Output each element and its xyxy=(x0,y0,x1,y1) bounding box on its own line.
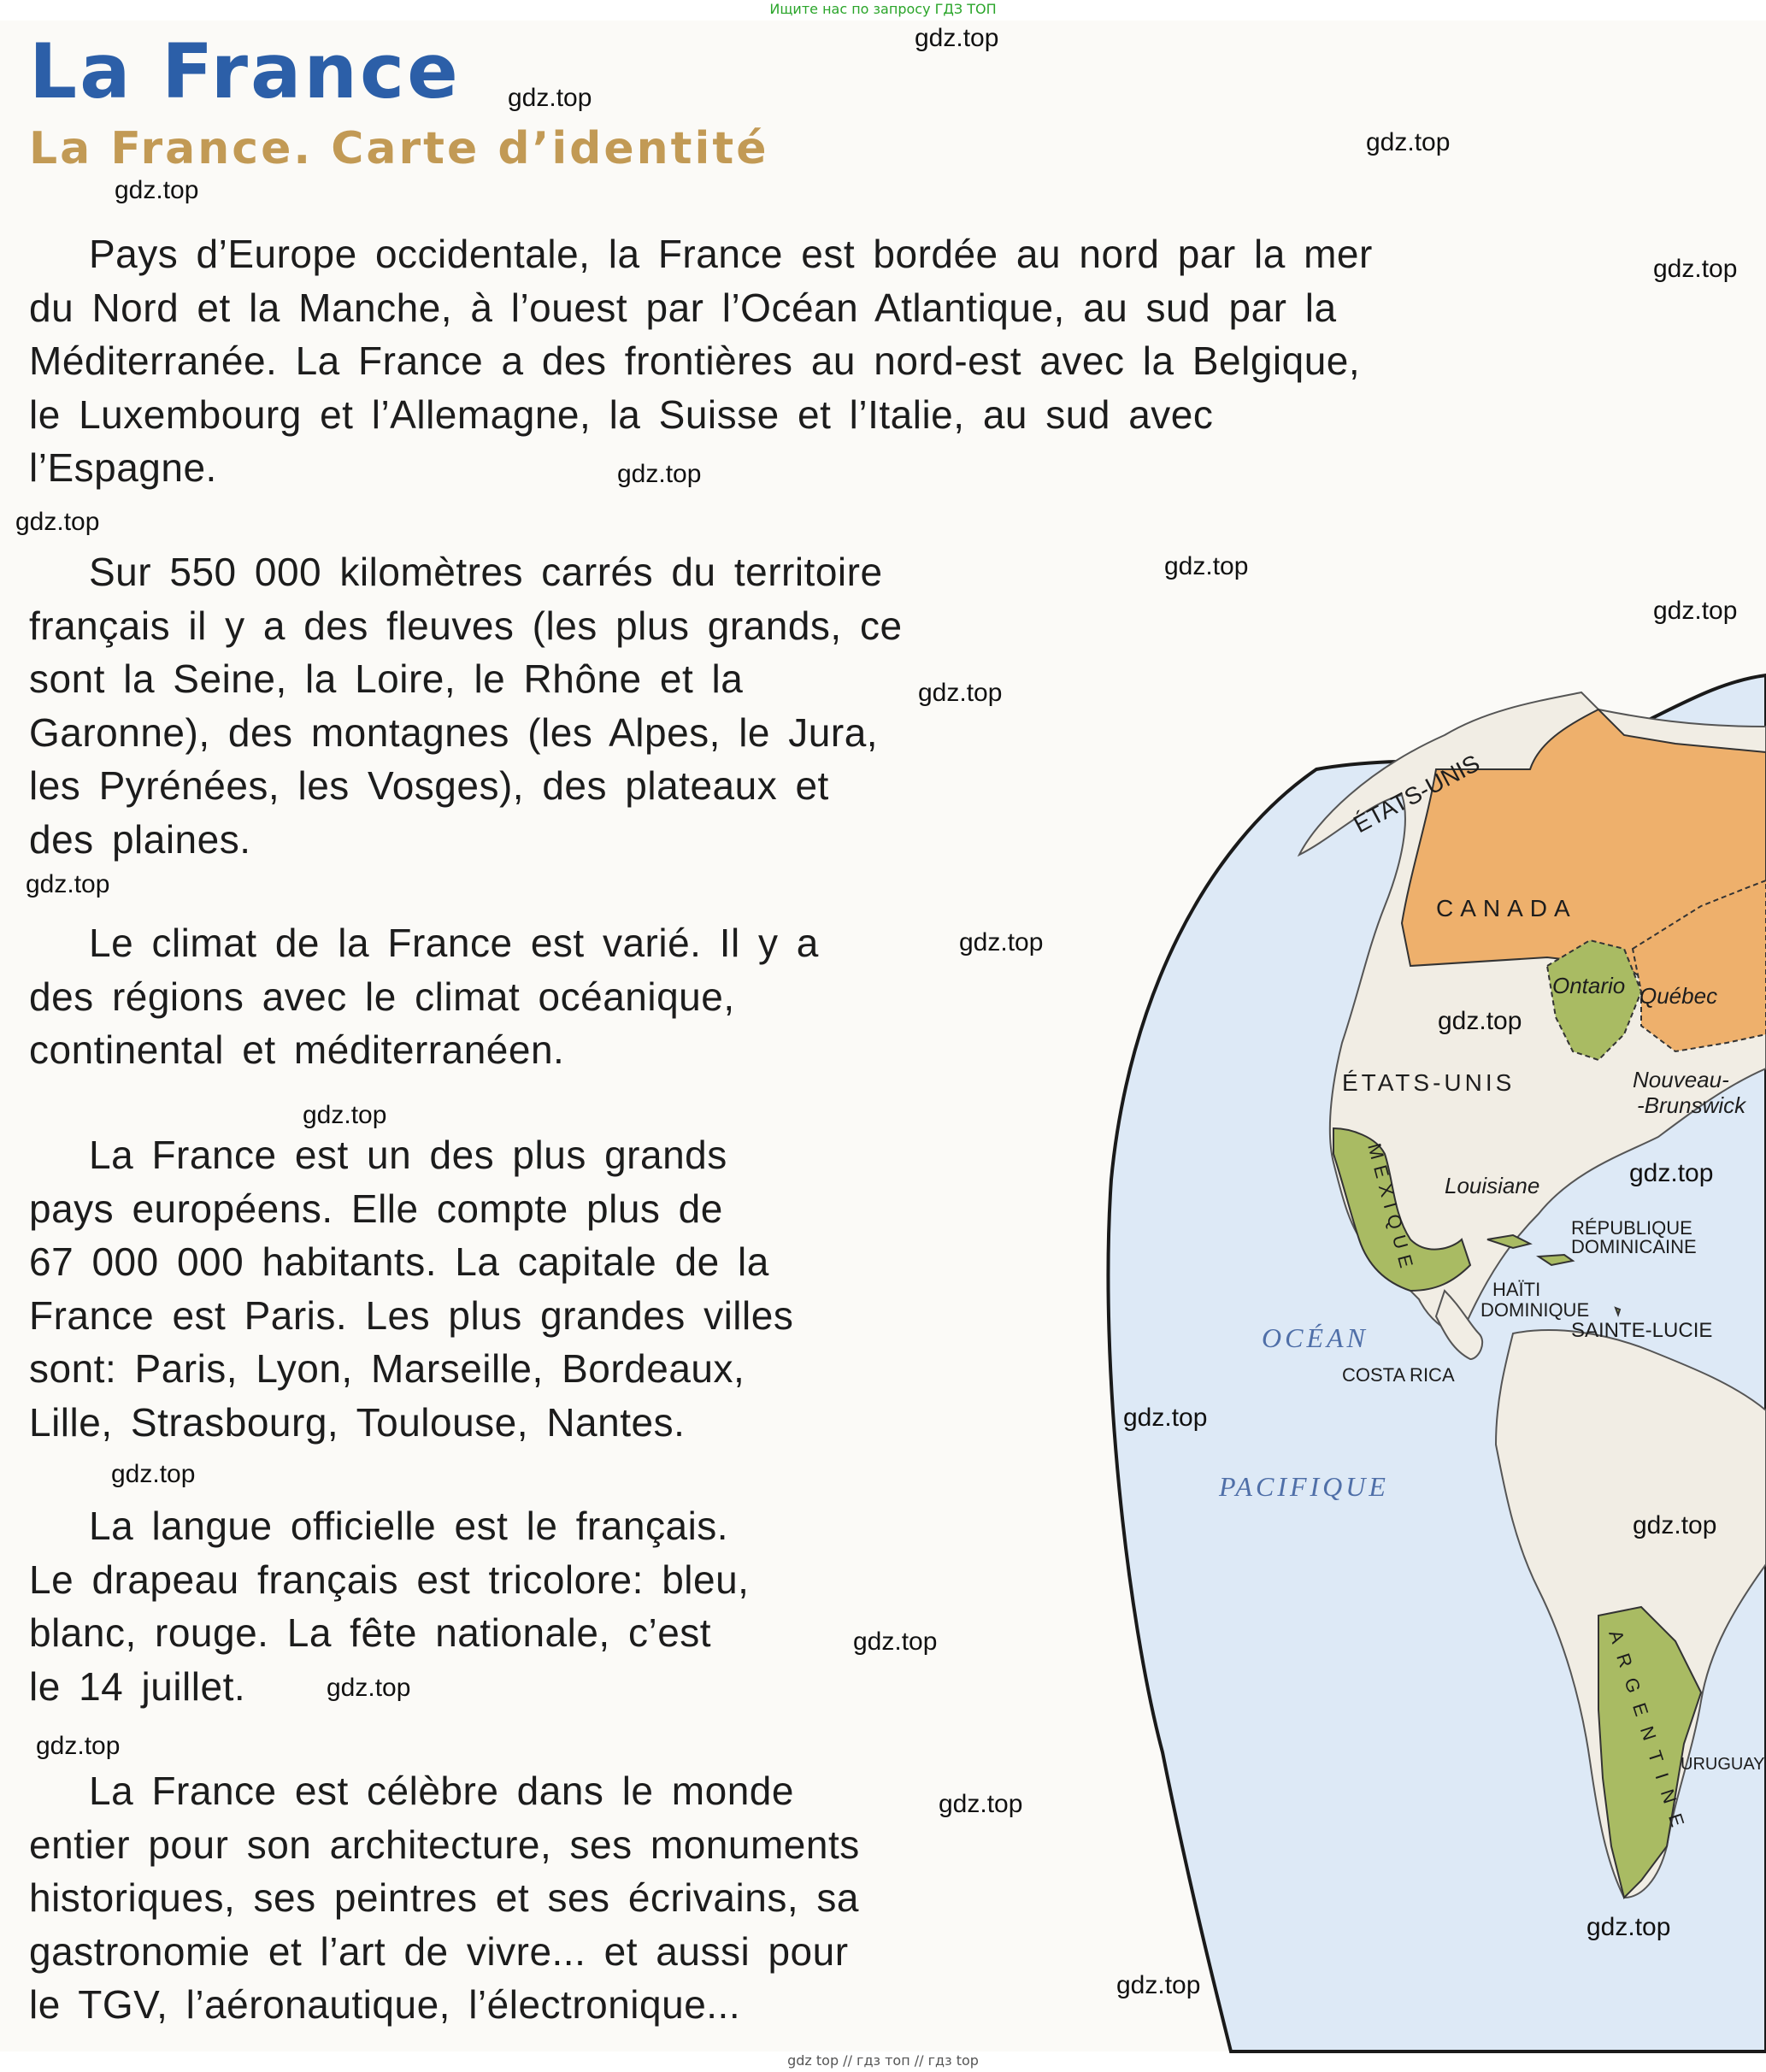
text-line: français il y a des fleuves (les plus grands, ce xyxy=(29,603,903,648)
map-label-etats-unis: ÉTATS-UNIS xyxy=(1342,1069,1516,1096)
watermark: gdz.top xyxy=(115,176,199,204)
text-line: entier pour son architecture, ses monuments xyxy=(29,1822,860,1867)
text-line: Garonne), des montagnes (les Alpes, le Jura, xyxy=(29,709,879,755)
text-line: 67 000 000 habitants. La capitale de la xyxy=(29,1239,769,1284)
watermark: gdz.top xyxy=(1116,1971,1201,1999)
watermark: gdz.top xyxy=(853,1628,938,1656)
text-line: sont la Seine, la Loire, le Rhône et la xyxy=(29,656,744,701)
text-line: sont: Paris, Lyon, Marseille, Bordeaux, xyxy=(29,1346,745,1391)
map-label-quebec: Québec xyxy=(1639,983,1718,1009)
text-line: le 14 juillet. xyxy=(29,1663,246,1709)
watermark: gdz.top xyxy=(1164,552,1249,580)
text-line: France est Paris. Les plus grandes villes xyxy=(29,1292,794,1338)
paragraph-territory xyxy=(29,545,903,866)
map-label-uruguay: URUGUAY xyxy=(1681,1755,1765,1774)
page-subtitle: La France. Carte d’identité xyxy=(29,123,769,174)
watermark: gdz.top xyxy=(1629,1159,1714,1187)
page-title: La France xyxy=(29,27,461,115)
text-line: l’Espagne. xyxy=(29,445,217,490)
watermark: gdz.top xyxy=(1633,1511,1717,1539)
map-label-etats-unis-alaska: ÉTATS-UNIS xyxy=(1349,749,1485,839)
watermark: gdz.top xyxy=(1366,128,1451,156)
text-line: les Pyrénées, les Vosges), des plateaux et xyxy=(29,763,829,808)
map-label-dominique: DOMINIQUE xyxy=(1480,1299,1590,1321)
watermark: gdz.top xyxy=(111,1460,196,1488)
text-line: Le climat de la France est varié. Il y a xyxy=(89,921,819,965)
map-label-pacifique: PACIFIQUE xyxy=(1219,1471,1389,1502)
text-line: Méditerranée. La France a des frontières au nord-est avec la Belgique, xyxy=(29,338,1361,383)
watermark: gdz.top xyxy=(26,870,110,898)
text-line: Sur 550 000 kilomètres carrés du territoire xyxy=(89,550,883,594)
paragraph-population xyxy=(29,1128,793,1449)
text-line: La France est célèbre dans le monde xyxy=(89,1769,794,1813)
watermark: gdz.top xyxy=(918,679,1003,707)
watermark: gdz.top xyxy=(1438,1007,1522,1035)
watermark: gdz.top xyxy=(1653,597,1738,625)
map-label-dominicaine: DOMINICAINE xyxy=(1571,1236,1697,1257)
text-line: pays européens. Elle compte plus de xyxy=(29,1186,723,1231)
text-line: Le drapeau français est tricolore: bleu, xyxy=(29,1557,750,1602)
watermark: gdz.top xyxy=(1653,255,1738,283)
watermark: gdz.top xyxy=(915,24,999,52)
text-line: Pays d’Europe occidentale, la France est bordée au nord par la mer xyxy=(89,232,1373,276)
watermark: gdz.top xyxy=(1123,1404,1208,1432)
text-line: le TGV, l’aéronautique, l’électronique... xyxy=(29,1982,741,2027)
map-label-canada: CANADA xyxy=(1436,895,1577,921)
watermark: gdz.top xyxy=(959,928,1044,957)
text-line: historiques, ses peintres et ses écrivains, sa xyxy=(29,1875,859,1920)
text-line: continental et méditerranéen. xyxy=(29,1027,565,1072)
map-label-argentine: ARGENTINE xyxy=(1604,1627,1692,1841)
text-line: Lille, Strasbourg, Toulouse, Nantes. xyxy=(29,1399,686,1445)
map-label-nouveau-brunswick-2: -Brunswick xyxy=(1637,1092,1746,1118)
text-line: le Luxembourg et l’Allemagne, la Suisse et l’Italie, au sud avec xyxy=(29,391,1214,437)
text-line: blanc, rouge. La fête nationale, c’est xyxy=(29,1610,712,1655)
watermark: gdz.top xyxy=(508,84,592,112)
map-label-republique: RÉPUBLIQUE xyxy=(1571,1217,1692,1239)
watermark: gdz.top xyxy=(303,1101,387,1129)
map-label-sainte-lucie: SAINTE-LUCIE xyxy=(1571,1319,1713,1342)
map-label-ontario: Ontario xyxy=(1552,973,1626,998)
map-label-louisiane: Louisiane xyxy=(1445,1173,1540,1198)
text-line: gastronomie et l’art de vivre... et aussi pour xyxy=(29,1928,849,1974)
watermark: gdz.top xyxy=(327,1674,411,1702)
paragraph-culture xyxy=(29,1764,860,2032)
paragraph-climate xyxy=(29,916,819,1077)
watermark: gdz.top xyxy=(939,1790,1023,1818)
watermark: gdz.top xyxy=(1586,1913,1671,1941)
map-label-nouveau-brunswick-1: Nouveau- xyxy=(1633,1067,1729,1092)
bottom-banner: gdz top // гдз топ // гдз top xyxy=(787,2052,979,2069)
map-label-mexique: MEXIQUE xyxy=(1363,1140,1420,1277)
watermark: gdz.top xyxy=(617,460,702,488)
watermark: gdz.top xyxy=(36,1732,121,1760)
map-label-ocean: OCÉAN xyxy=(1262,1322,1369,1353)
top-banner: Ищите нас по запросу ГДЗ ТОП xyxy=(769,1,997,17)
text-line: du Nord et la Manche, à l’ouest par l’Océan Atlantique, au sud par la xyxy=(29,285,1337,330)
text-line: des régions avec le climat océanique, xyxy=(29,974,735,1019)
map-label-costa-rica: COSTA RICA xyxy=(1342,1364,1455,1386)
map-label-haiti: HAÏTI xyxy=(1492,1279,1541,1300)
paragraph-geography xyxy=(29,227,1373,495)
watermark: gdz.top xyxy=(15,508,100,536)
text-line: La langue officielle est le français. xyxy=(89,1504,729,1548)
text-line: des plaines. xyxy=(29,816,251,862)
text-line: La France est un des plus grands xyxy=(89,1133,727,1177)
